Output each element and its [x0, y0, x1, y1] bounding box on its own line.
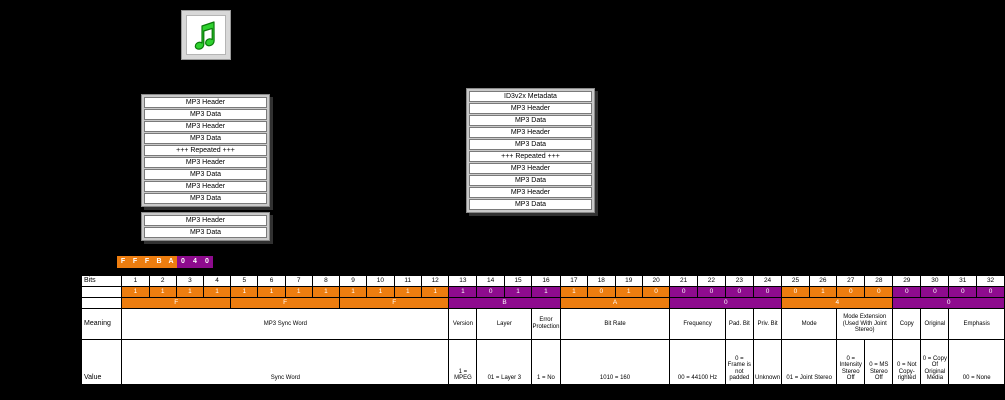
- hex-nibble-cell: B: [449, 298, 560, 309]
- stack-row: MP3 Header: [144, 121, 267, 132]
- hex-nibble-cell: 0: [893, 298, 1005, 309]
- field-value-cell: 1 = No: [532, 340, 560, 385]
- mp3-file-icon[interactable]: [181, 10, 231, 60]
- row-label-hex: Hex: [82, 298, 122, 309]
- stack-row: MP3 Data: [144, 227, 267, 238]
- stack-row: +++ Repeated +++: [144, 145, 267, 156]
- bit-index-cell: 16: [532, 276, 560, 287]
- binary-bit-cell: 1: [560, 287, 587, 298]
- binary-bit-cell: 1: [532, 287, 560, 298]
- bit-index-cell: 4: [204, 276, 231, 287]
- stack-row: MP3 Data: [469, 175, 592, 186]
- bit-index-cell: 3: [176, 276, 203, 287]
- stack-row: MP3 Data: [469, 139, 592, 150]
- binary-bit-cell: 1: [340, 287, 367, 298]
- bit-index-cell: 32: [977, 276, 1005, 287]
- binary-bit-cell: 0: [837, 287, 865, 298]
- binary-bit-cell: 1: [258, 287, 285, 298]
- table-row-meaning: [82, 309, 1005, 340]
- bit-index-cell: 17: [560, 276, 587, 287]
- bit-index-cell: 30: [921, 276, 949, 287]
- stack-row: +++ Repeated +++: [469, 151, 592, 162]
- binary-bit-cell: 1: [312, 287, 339, 298]
- mp3-file-structure-with-id3: [466, 88, 595, 213]
- bit-index-cell: 1: [122, 276, 149, 287]
- hex-chip: A: [165, 256, 177, 268]
- bit-index-cell: 25: [782, 276, 809, 287]
- field-meaning-cell: Version: [449, 309, 477, 340]
- binary-bit-cell: 0: [725, 287, 753, 298]
- binary-bit-cell: 1: [504, 287, 531, 298]
- field-meaning-cell: Copy: [893, 309, 921, 340]
- bit-index-cell: 12: [421, 276, 448, 287]
- binary-bit-cell: 1: [421, 287, 448, 298]
- field-meaning-cell: Pad. Bit: [725, 309, 753, 340]
- binary-bit-cell: 0: [782, 287, 809, 298]
- field-value-cell: 0 = Intensity Stereo Off: [837, 340, 865, 385]
- hex-chip: 0: [201, 256, 213, 268]
- bit-index-cell: 21: [670, 276, 698, 287]
- field-meaning-cell: Emphasis: [949, 309, 1005, 340]
- binary-bit-cell: 0: [642, 287, 669, 298]
- table-row-value: [82, 340, 1005, 385]
- binary-bit-cell: 0: [588, 287, 615, 298]
- stack-row: MP3 Header: [144, 181, 267, 192]
- row-label-bits: Bits: [82, 276, 122, 287]
- binary-bit-cell: 1: [122, 287, 149, 298]
- field-value-cell: 00 = None: [949, 340, 1005, 385]
- stack-row: MP3 Header: [144, 215, 267, 226]
- table-row-hex: [82, 298, 1005, 309]
- stack-row: MP3 Data: [144, 169, 267, 180]
- stack-row: MP3 Header: [469, 127, 592, 138]
- field-meaning-cell: Error Protection: [532, 309, 560, 340]
- stack-row: MP3 Data: [469, 115, 592, 126]
- stack-row: MP3 Header: [144, 157, 267, 168]
- field-meaning-cell: Mode Extension (Used With Joint Stereo): [837, 309, 893, 340]
- field-value-cell: 01 = Layer 3: [477, 340, 532, 385]
- stack-row: ID3v2x Metadata: [469, 91, 592, 102]
- hex-chip-strip: [117, 256, 213, 268]
- hex-chip: F: [117, 256, 129, 268]
- binary-bit-cell: 1: [367, 287, 394, 298]
- field-value-cell: 1 = MPEG: [449, 340, 477, 385]
- binary-bit-cell: 0: [865, 287, 893, 298]
- field-value-cell: 0 = MS Stereo Off: [865, 340, 893, 385]
- hex-chip: 4: [189, 256, 201, 268]
- binary-bit-cell: 1: [449, 287, 477, 298]
- field-value-cell: Sync Word: [122, 340, 449, 385]
- bit-index-cell: 14: [477, 276, 504, 287]
- bit-index-cell: 28: [865, 276, 893, 287]
- field-value-cell: 00 = 44100 Hz: [670, 340, 726, 385]
- bit-index-cell: 27: [837, 276, 865, 287]
- binary-bit-cell: 0: [949, 287, 977, 298]
- field-meaning-cell: Frequency: [670, 309, 726, 340]
- hex-nibble-cell: 4: [782, 298, 893, 309]
- binary-bit-cell: 1: [809, 287, 836, 298]
- binary-bit-cell: 0: [477, 287, 504, 298]
- bit-index-cell: 2: [149, 276, 176, 287]
- field-value-cell: 0 = Frame is not padded: [725, 340, 753, 385]
- field-value-cell: 0 = Copy Of Original Media: [921, 340, 949, 385]
- row-label-binary: Binary: [82, 287, 122, 298]
- table-row-binary: [82, 287, 1005, 298]
- stack-row: MP3 Header: [469, 103, 592, 114]
- bit-index-cell: 23: [725, 276, 753, 287]
- binary-bit-cell: 0: [977, 287, 1005, 298]
- bit-index-cell: 31: [949, 276, 977, 287]
- binary-bit-cell: 1: [149, 287, 176, 298]
- hex-nibble-cell: F: [122, 298, 231, 309]
- row-label-meaning: Meaning: [82, 309, 122, 340]
- field-meaning-cell: MP3 Sync Word: [122, 309, 449, 340]
- bit-index-cell: 15: [504, 276, 531, 287]
- bit-index-cell: 29: [893, 276, 921, 287]
- bit-index-cell: 20: [642, 276, 669, 287]
- field-value-cell: 01 = Joint Stereo: [782, 340, 837, 385]
- binary-bit-cell: 0: [698, 287, 726, 298]
- binary-bit-cell: 1: [615, 287, 642, 298]
- mp3-header-bit-table: [81, 275, 1005, 385]
- bit-index-cell: 13: [449, 276, 477, 287]
- bit-index-cell: 24: [753, 276, 781, 287]
- bit-index-cell: 6: [258, 276, 285, 287]
- binary-bit-cell: 1: [231, 287, 258, 298]
- stack-row: MP3 Data: [469, 199, 592, 210]
- bit-index-cell: 5: [231, 276, 258, 287]
- binary-bit-cell: 0: [670, 287, 698, 298]
- music-note-icon: [194, 20, 220, 52]
- bit-index-cell: 11: [394, 276, 421, 287]
- table-row-bits: [82, 276, 1005, 287]
- mp3-file-structure-plain: [141, 94, 270, 207]
- field-meaning-cell: Mode: [782, 309, 837, 340]
- binary-bit-cell: 0: [921, 287, 949, 298]
- hex-nibble-cell: F: [231, 298, 340, 309]
- bit-index-cell: 19: [615, 276, 642, 287]
- bit-index-cell: 10: [367, 276, 394, 287]
- bit-index-cell: 7: [285, 276, 312, 287]
- stack-row: MP3 Header: [469, 163, 592, 174]
- hex-nibble-cell: A: [560, 298, 670, 309]
- field-meaning-cell: Original: [921, 309, 949, 340]
- icon-inner-frame: [186, 15, 226, 55]
- row-label-value: Value: [82, 340, 122, 385]
- field-meaning-cell: Bit Rate: [560, 309, 670, 340]
- field-value-cell: 1010 = 160: [560, 340, 670, 385]
- binary-bit-cell: 1: [285, 287, 312, 298]
- hex-chip: B: [153, 256, 165, 268]
- stack-row: MP3 Data: [144, 133, 267, 144]
- bit-index-cell: 26: [809, 276, 836, 287]
- hex-nibble-cell: F: [340, 298, 449, 309]
- stack-row: MP3 Header: [144, 97, 267, 108]
- field-meaning-cell: Priv. Bit: [753, 309, 781, 340]
- field-value-cell: 0 = Not Copy-righted: [893, 340, 921, 385]
- mp3-frame-detail: [141, 212, 270, 241]
- bit-index-cell: 18: [588, 276, 615, 287]
- hex-nibble-cell: 0: [670, 298, 782, 309]
- hex-chip: F: [129, 256, 141, 268]
- stack-row: MP3 Data: [144, 109, 267, 120]
- binary-bit-cell: 1: [176, 287, 203, 298]
- field-meaning-cell: Layer: [477, 309, 532, 340]
- field-value-cell: Unknown: [753, 340, 781, 385]
- hex-chip: F: [141, 256, 153, 268]
- stack-row: MP3 Data: [144, 193, 267, 204]
- bit-index-cell: 9: [340, 276, 367, 287]
- bit-index-cell: 8: [312, 276, 339, 287]
- hex-chip: 0: [177, 256, 189, 268]
- bit-index-cell: 22: [698, 276, 726, 287]
- binary-bit-cell: 0: [753, 287, 781, 298]
- binary-bit-cell: 1: [394, 287, 421, 298]
- binary-bit-cell: 0: [893, 287, 921, 298]
- binary-bit-cell: 1: [204, 287, 231, 298]
- stack-row: MP3 Header: [469, 187, 592, 198]
